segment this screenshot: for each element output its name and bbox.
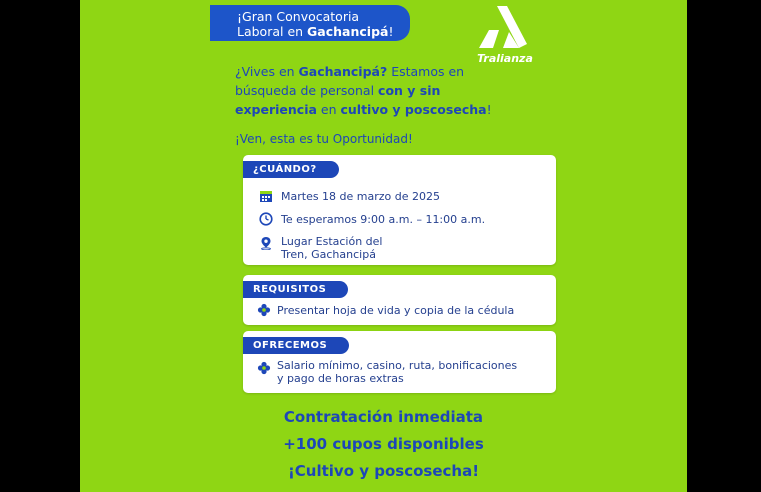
intro-bold-2: con y sin experiencia bbox=[235, 83, 441, 117]
poster bbox=[80, 0, 687, 492]
intro-part-4: ! bbox=[486, 102, 492, 117]
requirements-label: REQUISITOS bbox=[243, 281, 348, 298]
requirements-card bbox=[243, 275, 556, 325]
event-place bbox=[281, 235, 383, 261]
calendar-icon bbox=[259, 189, 273, 203]
closing-tagline: ¡Cultivo y poscosecha! bbox=[287, 462, 480, 480]
event-date: Martes 18 de marzo de 2025 bbox=[281, 190, 441, 203]
intro-part-1: ¿Vives en bbox=[235, 64, 299, 79]
location-pin-icon bbox=[259, 236, 273, 250]
intro-part-3: en bbox=[316, 102, 341, 117]
invite-text: ¡Ven, esta es tu Oportunidad! bbox=[235, 132, 413, 146]
requirement-item: Presentar hoja de vida y copia de la cédula bbox=[277, 304, 515, 317]
title-line-2 bbox=[237, 24, 410, 39]
flower-bullet-icon bbox=[257, 303, 271, 317]
title-banner bbox=[210, 5, 410, 41]
event-place-line-1: Lugar Estación del bbox=[281, 235, 383, 248]
title-line-2-prefix: Laboral en bbox=[237, 24, 308, 39]
title-line-2-bold: Gachancipá bbox=[307, 24, 389, 39]
clock-icon bbox=[259, 212, 273, 226]
intro-bold-3: cultivo y poscosecha bbox=[340, 102, 487, 117]
event-time: Te esperamos 9:00 a.m. – 11:00 a.m. bbox=[281, 213, 486, 226]
offer-label: OFRECEMOS bbox=[243, 337, 349, 354]
offer-card bbox=[243, 331, 556, 393]
intro-bold-1: Gachancipá? bbox=[298, 64, 388, 79]
offer-item bbox=[277, 359, 517, 385]
title-line-2-suffix: ! bbox=[388, 24, 394, 39]
openings-count: +100 cupos disponibles bbox=[283, 435, 484, 453]
when-label: ¿CUÁNDO? bbox=[243, 161, 339, 178]
flower-bullet-icon bbox=[257, 361, 271, 375]
event-place-line-2: Tren, Gachancipá bbox=[281, 248, 376, 261]
when-card bbox=[243, 155, 556, 265]
hiring-immediate: Contratación inmediata bbox=[283, 408, 484, 426]
title-line-1: ¡Gran Convocatoria bbox=[237, 9, 360, 24]
brand-logo-text: Tralianza bbox=[477, 52, 533, 65]
offer-item-line-2: y pago de horas extras bbox=[277, 372, 404, 385]
offer-item-line-1: Salario mínimo, casino, ruta, bonificaciones bbox=[277, 359, 518, 372]
intro-text bbox=[235, 62, 495, 119]
intro-part-2: Estamos en búsqueda de personal bbox=[235, 64, 465, 98]
